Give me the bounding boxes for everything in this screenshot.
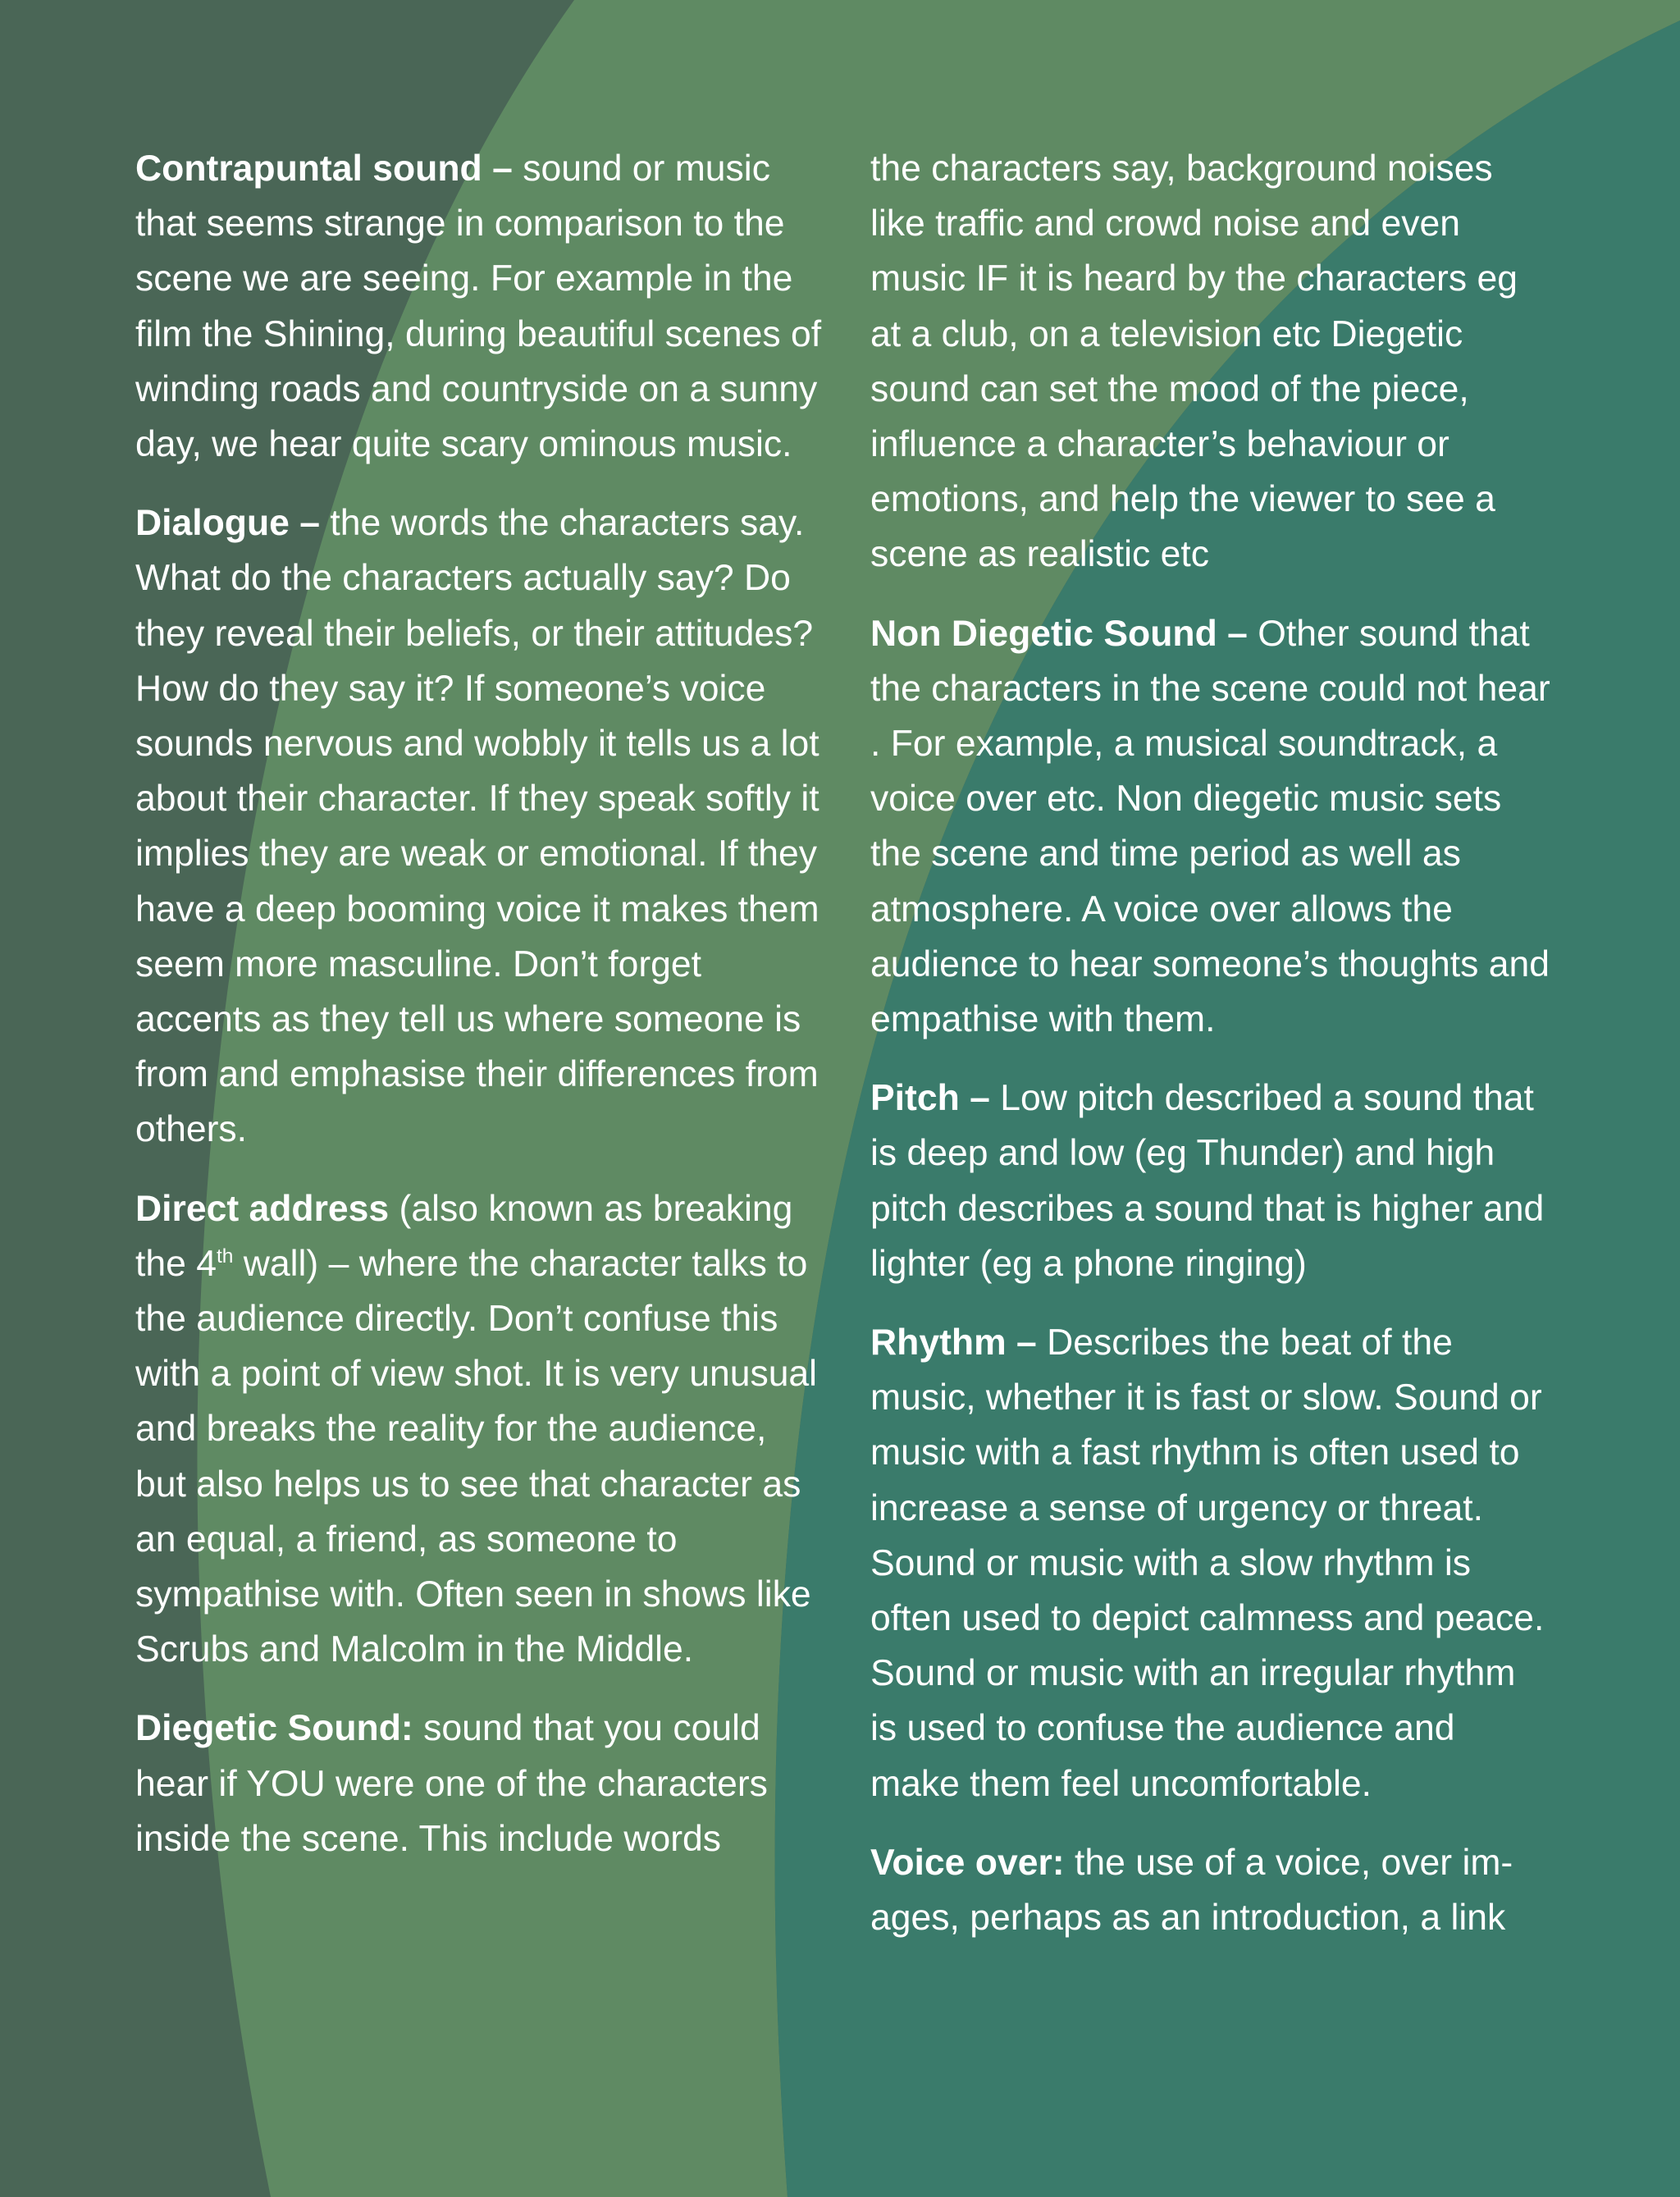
term-pitch: Pitch –	[870, 1078, 1001, 1119]
term-dash: –	[492, 148, 523, 189]
definition-diegetic-sound-continued: the characters say, background noises like traffic and crowd noise and even music IF it is heard by the characters eg at a club, on a television etc Diegetic sound can set the mood of the piece, influence a character’s behaviour or emotions, and help the viewer to see a scene as realistic etc	[870, 148, 1518, 575]
term-diegetic-sound: Diegetic Sound:	[135, 1708, 413, 1749]
left-column	[135, 141, 824, 1890]
right-column	[870, 141, 1551, 1969]
term-voice-over: Voice over:	[870, 1842, 1065, 1883]
definition-contrapuntal-sound: sound or music that seems strange in comparison to the scene we are seeing. For example in the film the Shining, during beautiful scenes of winding roads and countryside on a sunny day, we hear quite scary ominous music.	[135, 148, 822, 465]
term-rhythm: Rhythm –	[870, 1322, 1048, 1363]
term-contrapuntal-sound: Contrapuntal sound	[135, 148, 493, 189]
definition-direct-address-part-a: (also known as breaking the 4	[135, 1188, 793, 1284]
entry-contrapuntal-sound	[135, 141, 824, 472]
entry-diegetic-sound-continued	[870, 141, 1551, 582]
definition-non-diegetic-sound: Other sound that the characters in the scene could not hear . For example, a musical soundtrack, a voice over etc. Non diegetic music sets the scene and time period as well as atmosphere. A voice over allows the audience to hear someone’s thoughts and empathise with them.	[870, 613, 1550, 1040]
definition-pitch: Low pitch described a sound that is deep and low (eg Thunder) and high pitch describes a sound that is higher and lighter (eg a phone ringing)	[870, 1078, 1545, 1284]
entry-dialogue	[135, 496, 824, 1157]
definition-diegetic-sound: sound that you could hear if YOU were one of the characters inside the scene. This include words	[135, 1708, 768, 1859]
definition-voice-over: the use of a voice, over images, perhaps as an introduction, a link	[870, 1842, 1513, 1939]
definition-dialogue: the words the characters say. What do the characters actually say? Do they reveal their beliefs, or their attitudes? How do they say it? If someone’s voice sounds nervous and wobbly it tells us a lot about their character. If they speak softly it implies they are weak or emotional. If they have a deep booming voice it makes them seem more masculine. Don’t forget accents as they tell us where someone is from and emphasise their differences from others.	[135, 503, 819, 1150]
term-dialogue: Dialogue –	[135, 503, 331, 544]
entry-non-diegetic-sound	[870, 606, 1551, 1048]
definition-direct-address-part-b: wall) – where the character talks to the audience directly. Don’t confuse this with a point of view shot. It is very unusual and breaks the reality for the audience, but also helps us to see that character as an equal, a friend, as someone to sympathise with. Often seen in shows like Scrubs and Malcolm in the Middle.	[135, 1243, 818, 1670]
term-non-diegetic-sound: Non Diegetic Sound –	[870, 613, 1258, 654]
superscript-th: th	[216, 1245, 234, 1268]
entry-diegetic-sound	[135, 1701, 824, 1866]
entry-voice-over	[870, 1835, 1551, 1945]
entry-pitch	[870, 1071, 1551, 1291]
term-direct-address: Direct address	[135, 1188, 390, 1229]
definition-rhythm: Describes the beat of the music, whether it is fast or slow. Sound or music with a fast rhythm is often used to increase a sense of urgency or threat. Sound or music with a slow rhythm is often used to depict calmness and peace. Sound or music with an irregular rhythm is used to confuse the audience and make them feel uncomfortable.	[870, 1322, 1545, 1804]
entry-rhythm	[870, 1315, 1551, 1811]
entry-direct-address	[135, 1181, 824, 1678]
